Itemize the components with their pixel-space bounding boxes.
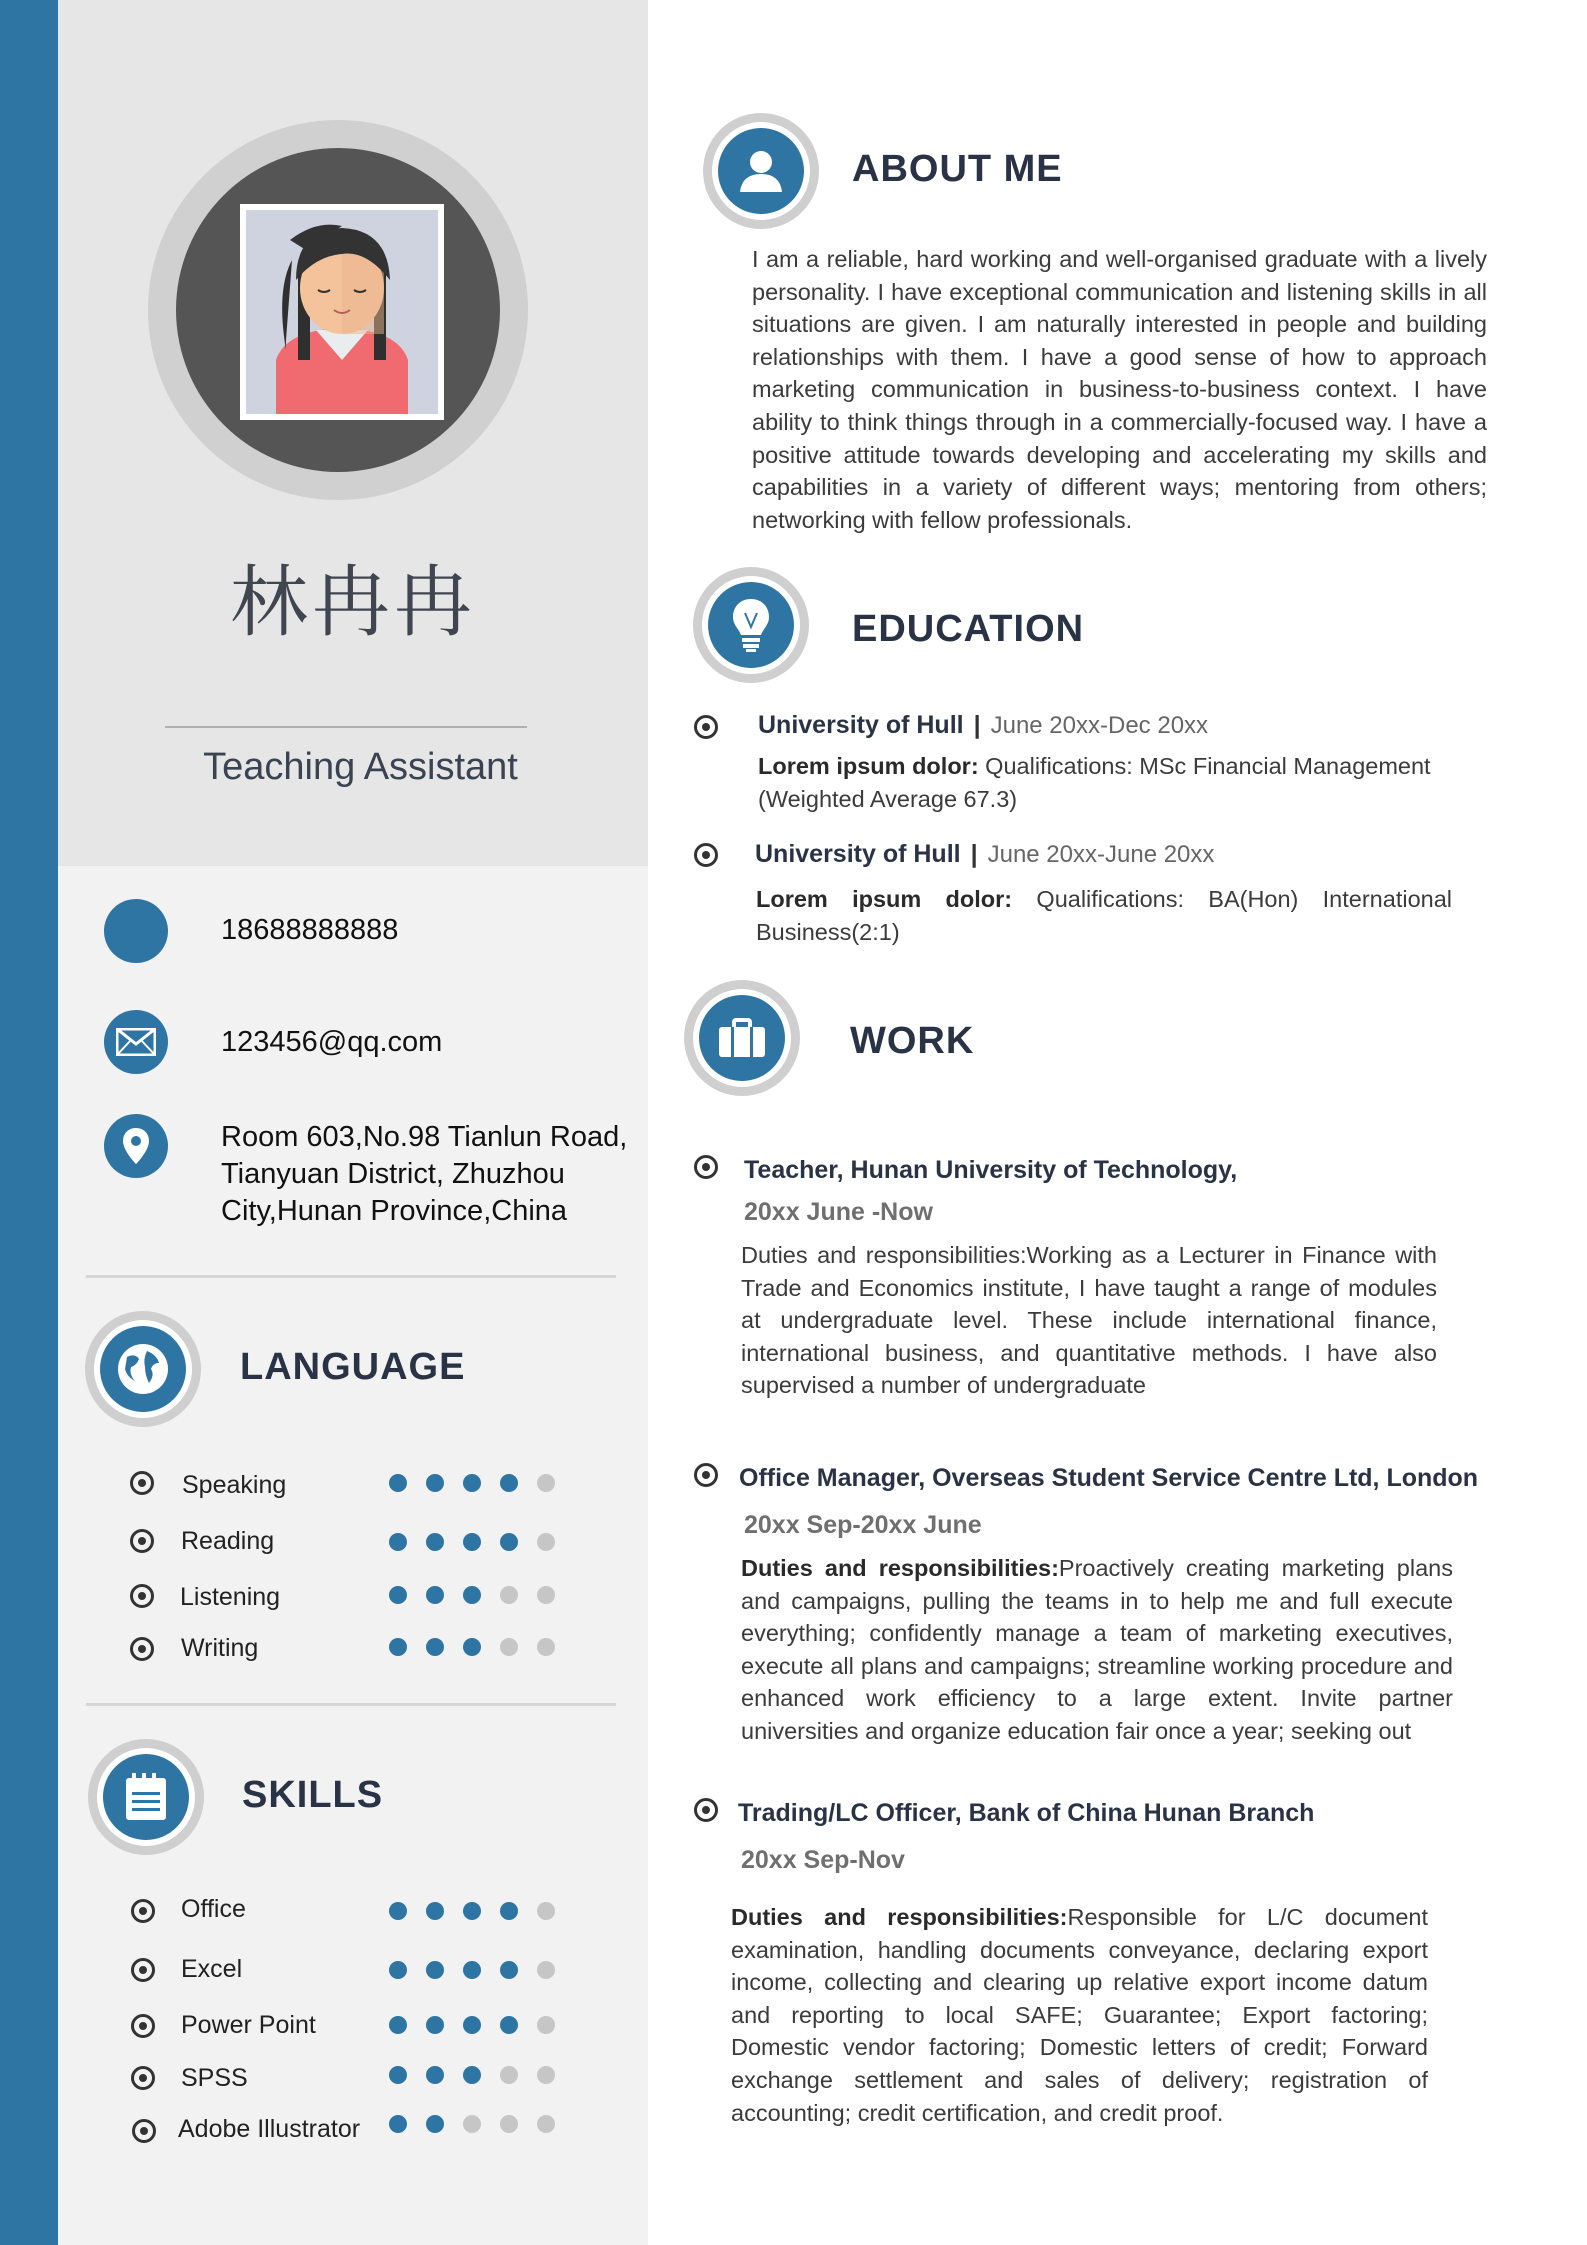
skill-excel-label: Excel: [181, 1955, 243, 1983]
skill-spss-label: SPSS: [181, 2064, 248, 2092]
language-icon-badge: [85, 1311, 201, 1427]
bullet-icon: [130, 1529, 154, 1553]
detail-text: Responsible for L/C document examination, handling documents conveyance, declaring export income, collecting and clearing up relative export income datum and reporting to local SAFE; Guarantee; Export factoring; Domestic vendor factoring; Domestic letters of credit; Forward exchange settlement and sales of delivery; registration of accounting; credit certification, and credit proof.: [731, 1904, 1428, 2126]
envelope-icon: [104, 1010, 168, 1074]
job-title: Teaching Assistant: [203, 746, 518, 788]
work-icon-badge: [684, 980, 800, 1096]
title-separator: |: [973, 711, 981, 739]
bullet-icon: [694, 1463, 718, 1487]
skills-icon-badge: [88, 1739, 204, 1855]
title-separator: |: [970, 840, 978, 868]
email-address: 123456@qq.com: [221, 1026, 443, 1058]
skills-heading: SKILLS: [242, 1774, 384, 1816]
briefcase-icon: [699, 995, 785, 1081]
section-divider: [86, 1703, 616, 1706]
bullet-icon: [130, 1471, 154, 1495]
location-pin-icon: [104, 1114, 168, 1178]
education-school: University of Hull: [755, 840, 961, 868]
skill-spss-rating: [389, 2066, 555, 2084]
skill-office-rating: [389, 1902, 555, 1920]
education-detail: [758, 750, 1458, 815]
bullet-icon: [131, 1958, 155, 1982]
bullet-icon: [131, 2014, 155, 2038]
skill-powerpoint-rating: [389, 2016, 555, 2034]
lightbulb-icon: [708, 582, 794, 668]
address-line: Tianyuan District, Zhuzhou: [221, 1158, 565, 1190]
language-writing-label: Writing: [181, 1634, 259, 1662]
address-line: City,Hunan Province,China: [221, 1195, 568, 1227]
education-dates: June 20xx-June 20xx: [987, 841, 1215, 868]
bullet-icon: [131, 2066, 155, 2090]
about-text: I am a reliable, hard working and well-organised graduate with a lively personality. I have exceptional communication and listening skills in all situations are given. I am naturally interested in people and building relationships with them. I have a good sense of how to approach marketing communication in business-to-business context. I have ability to think things through in a commercially-focused way. I have a positive attitude towards developing and accelerating my skills and capabilities in a variety of different ways; mentoring from others; networking with fellow professionals.: [752, 246, 1487, 533]
skill-powerpoint-label: Power Point: [181, 2011, 316, 2039]
detail-text: Qualifications: MSc Financial Management (Weighted Average 67.3): [758, 753, 1431, 812]
work-heading: WORK: [850, 1020, 975, 1062]
work-entry-detail: [731, 1901, 1428, 2129]
avatar-illustration: [246, 210, 438, 414]
education-entry-title: [758, 711, 1208, 740]
globe-icon: [100, 1326, 186, 1412]
postal-address: [221, 1119, 627, 1230]
person-name: 林冉冉: [229, 558, 476, 648]
bullet-icon: [130, 1584, 154, 1608]
work-entry-dates: 20xx Sep-Nov: [741, 1846, 905, 1874]
language-heading: LANGUAGE: [240, 1346, 466, 1388]
education-dates: June 20xx-Dec 20xx: [990, 712, 1209, 739]
bullet-icon: [694, 1155, 718, 1179]
language-writing-rating: [389, 1638, 555, 1656]
skill-illustrator-label: Adobe Illustrator: [178, 2115, 361, 2143]
education-heading: EDUCATION: [852, 608, 1085, 650]
user-icon: [718, 128, 804, 214]
skill-illustrator-rating: [389, 2115, 555, 2133]
skill-excel-rating: [389, 1961, 555, 1979]
bullet-icon: [694, 1798, 718, 1822]
phone-icon: [104, 899, 168, 963]
work-entry-dates: 20xx June -Now: [744, 1198, 933, 1226]
education-detail: [756, 883, 1452, 948]
clipboard-icon: [103, 1754, 189, 1840]
skill-office-label: Office: [181, 1895, 246, 1923]
sidebar-details-panel: [58, 866, 648, 2245]
detail-label: Lorem ipsum dolor:: [758, 753, 979, 779]
language-listening-rating: [389, 1586, 555, 1604]
address-line: Room 603,No.98 Tianlun Road,: [221, 1121, 628, 1153]
accent-strip: [0, 0, 58, 2245]
detail-text: Qualifications: BA(Hon) International Business(2:1): [756, 886, 1452, 945]
bullet-icon: [130, 1637, 154, 1661]
about-icon-badge: [703, 113, 819, 229]
language-reading-label: Reading: [181, 1527, 275, 1555]
education-entry-title: [755, 840, 1214, 869]
education-icon-badge: [693, 567, 809, 683]
education-school: University of Hull: [758, 711, 964, 739]
phone-number: 18688888888: [221, 914, 399, 946]
detail-text: Proactively creating marketing plans and campaigns, pulling the teams in to help me and full execute everything; confidently manage a team of marketing executives, execute all plans and campaigns; streamline working procedure and enhanced work efficiency to a large extent. Invite partner universities and organize education fair once a year; seeking out: [741, 1555, 1453, 1744]
language-speaking-label: Speaking: [182, 1471, 287, 1499]
bullet-icon: [132, 2119, 156, 2143]
work-entry-title: Office Manager, Overseas Student Service Centre Ltd, London: [739, 1464, 1479, 1492]
work-entry-dates: 20xx Sep-20xx June: [744, 1511, 982, 1539]
language-speaking-rating: [389, 1474, 555, 1492]
work-entry-detail: Duties and responsibilities:Working as a Lecturer in Finance with Trade and Economics institute, I have taught a range of modules at undergraduate level. These include international finance, international business, and quantitative methods. I have also supervised a number of undergraduate: [741, 1242, 1437, 1399]
work-entry-title: Trading/LC Officer, Bank of China Hunan Branch: [738, 1799, 1315, 1827]
work-entry-detail: [741, 1552, 1453, 1748]
bullet-icon: [131, 1899, 155, 1923]
bullet-icon: [694, 715, 718, 739]
bullet-icon: [694, 843, 718, 867]
work-entry-title: Teacher, Hunan University of Technology,: [744, 1156, 1238, 1184]
language-listening-label: Listening: [180, 1583, 281, 1611]
detail-label: Duties and responsibilities:: [731, 1904, 1068, 1930]
about-heading: ABOUT ME: [852, 148, 1063, 190]
language-reading-rating: [389, 1533, 555, 1551]
avatar: [240, 204, 444, 420]
section-divider: [86, 1275, 616, 1278]
name-underline: [165, 726, 527, 728]
detail-label: Lorem ipsum dolor:: [756, 886, 1013, 912]
detail-label: Duties and responsibilities:: [741, 1555, 1059, 1581]
